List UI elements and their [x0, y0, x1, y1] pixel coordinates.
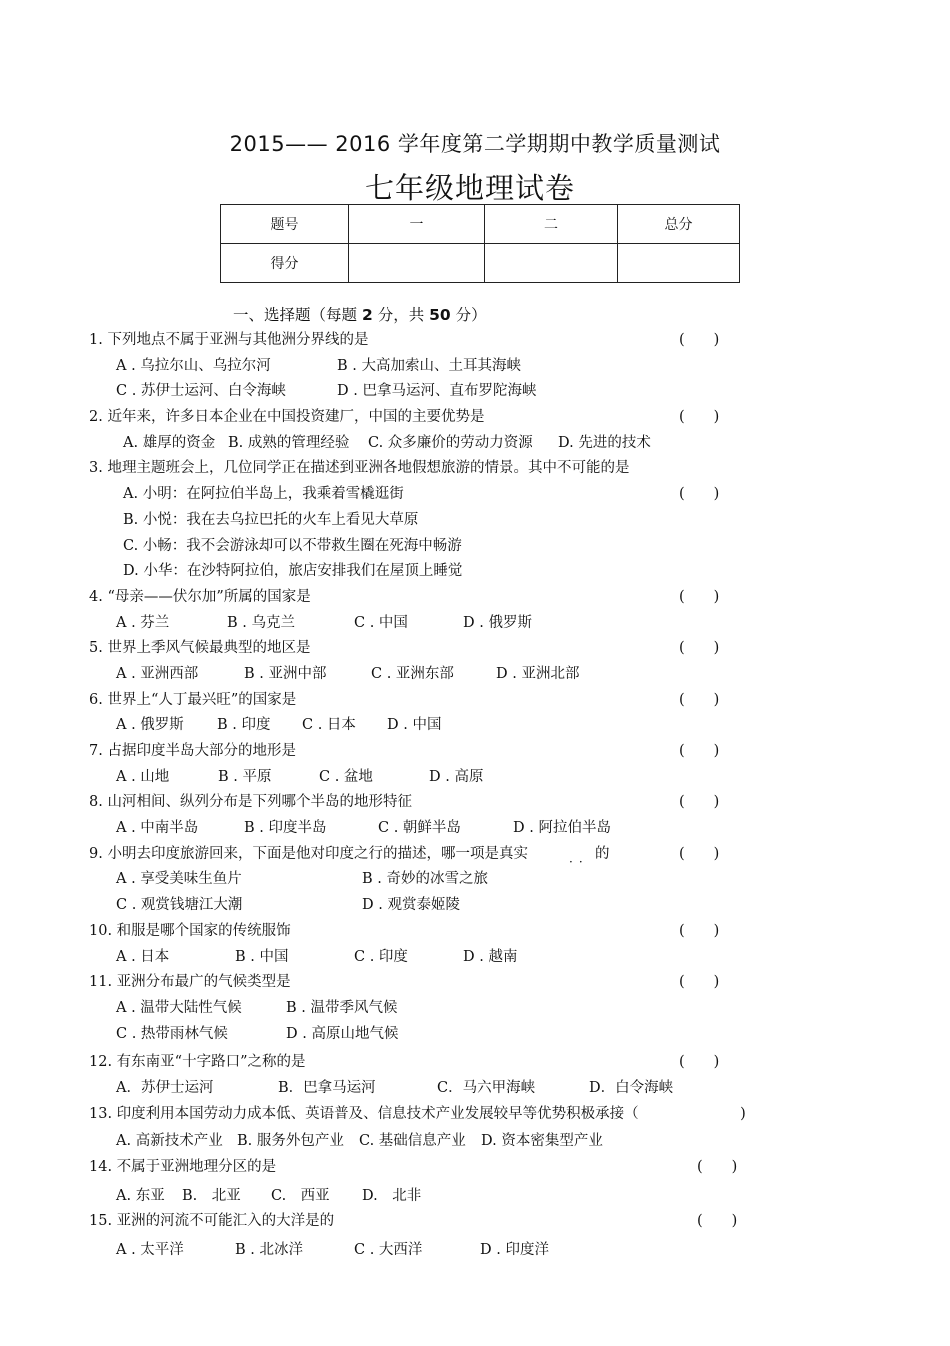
option: B . 温带季风气候: [286, 999, 398, 1016]
question-options: [89, 867, 769, 893]
question-options: [89, 482, 769, 508]
question-stem: [89, 585, 769, 611]
option: C．马六甲海峡: [437, 1079, 536, 1096]
option: A . 温带大陆性气候: [116, 999, 242, 1016]
option: A . 亚洲西部: [116, 665, 199, 682]
score-cell: [349, 244, 485, 283]
option: A . 芬兰: [116, 614, 170, 631]
option: D . 俄罗斯: [463, 614, 532, 631]
question-options: [89, 534, 769, 560]
option: C . 大西洋: [354, 1242, 423, 1259]
answer-paren: ( ): [679, 743, 720, 759]
answer-paren: ( ): [679, 486, 720, 503]
option: A . 乌拉尔山、乌拉尔河: [116, 357, 271, 374]
score-cell: 得分: [221, 244, 349, 283]
exam-header: 2015—— 2016 学年度第二学期期中教学质量测试: [229, 132, 721, 156]
option: C . 苏伊士运河、白令海峡: [116, 383, 286, 400]
question-list: [89, 328, 769, 1264]
option: B . 中国: [235, 948, 289, 965]
question-stem: [89, 842, 769, 868]
option: B . 印度半岛: [244, 820, 327, 837]
option: B . 平原: [218, 768, 272, 785]
stem-text: 8. 山河相间、纵列分布是下列哪个半岛的地形特征: [89, 794, 412, 811]
stem-text: 11. 亚洲分布最广的气候类型是: [89, 974, 291, 991]
option: B．巴拿马运河: [278, 1079, 376, 1096]
option: B . 乌克兰: [227, 614, 295, 631]
answer-paren: ( ): [679, 845, 720, 862]
option: C. 西亚: [271, 1187, 330, 1204]
option: C . 印度: [354, 948, 408, 965]
stem-text: 5. 世界上季风气候最典型的地区是: [89, 640, 311, 657]
option: A . 太平洋: [116, 1242, 184, 1259]
option: C . 热带雨林气候: [116, 1025, 228, 1042]
score-cell: 二: [485, 205, 618, 244]
option: C . 亚洲东部: [371, 665, 454, 682]
option: B. 北亚: [182, 1187, 241, 1204]
answer-paren: ( ): [679, 640, 720, 657]
option: D. 先进的技术: [558, 434, 651, 451]
option: B . 亚洲中部: [244, 665, 327, 682]
question-options: [89, 1076, 769, 1102]
option: D．白令海峡: [589, 1079, 674, 1096]
stem-text: 6. 世界上“人丁最兴旺”的国家是: [89, 691, 297, 708]
question-stem: [89, 1050, 769, 1076]
section-points: 2: [361, 306, 373, 324]
score-cell: 题号: [221, 205, 349, 244]
question-options: [89, 611, 769, 637]
answer-paren: ( ): [679, 1054, 720, 1071]
option: A. 小明：在阿拉伯半岛上，我乘着雪橇逛街: [123, 486, 404, 503]
option: D . 越南: [463, 948, 518, 965]
answer-paren: ): [638, 1105, 746, 1122]
option: D . 观赏泰姬陵: [362, 897, 460, 914]
score-cell: 总分: [618, 205, 740, 244]
question-stem: [89, 405, 769, 431]
option: B . 奇妙的冰雪之旅: [362, 871, 488, 888]
option: A. 东亚: [116, 1187, 165, 1204]
stem-text: 9. 小明去印度旅游回来，下面是他对印度之行的描述，哪一项是真实: [89, 845, 528, 862]
question-stem: [89, 790, 769, 816]
option: A. 雄厚的资金: [123, 434, 216, 451]
option: B . 北冰洋: [235, 1242, 303, 1259]
score-cell: 一: [349, 205, 485, 244]
option: C. 基础信息产业: [359, 1133, 466, 1150]
section-suffix: 分）: [455, 306, 487, 324]
question-options: [89, 713, 769, 739]
question-options: [89, 996, 769, 1022]
answer-paren: ( ): [679, 588, 720, 605]
answer-paren: ( ): [697, 1159, 738, 1175]
question-options: [89, 893, 769, 919]
emphasis-dots: ··: [569, 854, 589, 869]
option: B. 小悦：我在去乌拉巴托的火车上看见大草原: [123, 511, 419, 528]
question-options: [89, 379, 769, 405]
stem-text: 10. 和服是哪个国家的传统服饰: [89, 922, 291, 939]
question-stem: [89, 1209, 769, 1235]
option: B . 大高加索山、土耳其海峡: [337, 357, 521, 374]
option: A. 高新技术产业: [116, 1133, 223, 1150]
option: A . 俄罗斯: [116, 717, 184, 734]
section-heading: [233, 303, 487, 325]
score-table-header-row: [221, 205, 740, 244]
stem-text: 3. 地理主题班会上，几位同学正在描述到亚洲各地假想旅游的情景。其中不可能的是: [89, 460, 630, 477]
answer-paren: ( ): [679, 794, 720, 811]
stem-text: 14. 不属于亚洲地理分区的是: [89, 1159, 277, 1175]
option: D. 小华：在沙特阿拉伯，旅店安排我们在屋顶上睡觉: [123, 563, 463, 580]
option: A . 日本: [116, 948, 170, 965]
option: D . 中国: [387, 717, 442, 734]
option: C . 朝鲜半岛: [378, 820, 461, 837]
question-stem: [89, 1155, 769, 1181]
exam-title: 七年级地理试卷: [364, 171, 575, 205]
question-options: [89, 354, 769, 380]
question-options: [89, 1022, 769, 1048]
option: D . 阿拉伯半岛: [513, 820, 611, 837]
stem-text: 13. 印度利用本国劳动力成本低、英语普及、信息技术产业发展较早等优势积极承接（: [89, 1105, 639, 1122]
section-prefix: 一、选择题（每题: [233, 306, 358, 324]
option: B. 服务外包产业: [237, 1133, 344, 1150]
stem-text: 7. 占据印度半岛大部分的地形是: [89, 743, 296, 759]
answer-paren: ( ): [679, 409, 720, 426]
stem-end: 的: [595, 845, 610, 862]
question-options: [89, 945, 769, 971]
question-options: [89, 431, 769, 457]
question-options: [89, 508, 769, 534]
question-options: [89, 662, 769, 688]
score-table-score-row: [221, 244, 740, 283]
question-options: [89, 559, 769, 585]
option: D . 高原山地气候: [286, 1025, 399, 1042]
question-stem: [89, 636, 769, 662]
question-options: [89, 1238, 769, 1264]
stem-text: 4. “母亲——伏尔加”所属的国家是: [89, 588, 311, 605]
option: D . 高原: [429, 768, 484, 785]
option: C . 观赏钱塘江大潮: [116, 897, 243, 914]
option: D. 北非: [362, 1187, 422, 1204]
answer-paren: ( ): [679, 332, 720, 348]
answer-paren: ( ): [679, 922, 720, 939]
option: A . 中南半岛: [116, 820, 199, 837]
option: A . 享受美味生鱼片: [116, 871, 242, 888]
question-stem: [89, 1102, 769, 1128]
score-cell: [618, 244, 740, 283]
option: A . 山地: [116, 768, 170, 785]
option: C . 日本: [302, 717, 356, 734]
stem-text: 2. 近年来，许多日本企业在中国投资建厂，中国的主要优势是: [89, 409, 485, 426]
question-stem: [89, 456, 769, 482]
stem-text: 15. 亚洲的河流不可能汇入的大洋是的: [89, 1213, 335, 1230]
option: D . 亚洲北部: [496, 665, 580, 682]
score-table: [220, 204, 740, 283]
option: D. 资本密集型产业: [481, 1133, 603, 1150]
question-stem: [89, 688, 769, 714]
stem-text: 1. 下列地点不属于亚洲与其他洲分界线的是: [89, 332, 369, 348]
question-options: [89, 1184, 769, 1210]
question-options: [89, 765, 769, 791]
question-options: [89, 816, 769, 842]
option: C . 盆地: [319, 768, 373, 785]
option: D . 印度洋: [480, 1242, 549, 1259]
answer-paren: ( ): [679, 974, 720, 991]
question-stem: [89, 328, 769, 354]
question-stem: [89, 919, 769, 945]
section-mid: 分，共: [377, 306, 425, 324]
option: C. 众多廉价的劳动力资源: [368, 434, 533, 451]
answer-paren: ( ): [679, 691, 720, 708]
option: C. 小畅：我不会游泳却可以不带救生圈在死海中畅游: [123, 537, 462, 554]
section-total: 50: [429, 306, 451, 324]
option: D . 巴拿马运河、直布罗陀海峡: [337, 383, 537, 400]
stem-text: 12. 有东南亚“十字路口”之称的是: [89, 1054, 306, 1071]
question-stem: [89, 739, 769, 765]
question-options: [89, 1129, 769, 1155]
option: B . 印度: [217, 717, 271, 734]
option: A．苏伊士运河: [116, 1079, 214, 1096]
question-stem: [89, 970, 769, 996]
answer-paren: ( ): [697, 1213, 738, 1230]
score-cell: [485, 244, 618, 283]
option: C . 中国: [354, 614, 408, 631]
option: B. 成熟的管理经验: [228, 434, 350, 451]
